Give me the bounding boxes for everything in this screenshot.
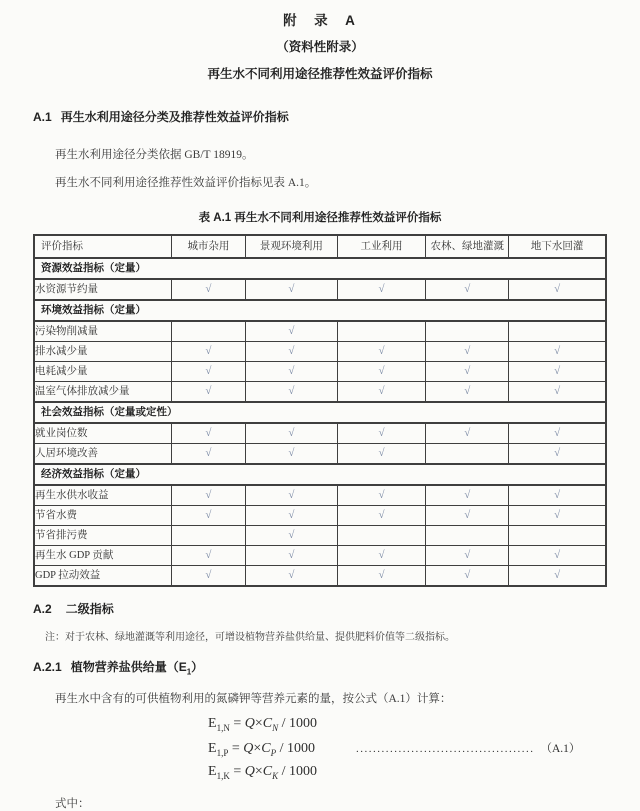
check-mark: √ — [337, 362, 426, 382]
benefit-table-body — [34, 258, 606, 586]
table-row — [34, 485, 606, 506]
note-paragraph: 注：对于农林、绿地灌溉等利用途径，可增设植物营养盐供给量、提供肥料价值等二级指标。 — [45, 632, 455, 643]
table-section-row — [34, 402, 606, 423]
check-mark: √ — [509, 382, 606, 403]
column-header-urban: 城市杂用 — [171, 235, 245, 258]
indicator-label: GDP 拉动效益 — [34, 566, 171, 587]
check-mark: √ — [246, 362, 338, 382]
check-mark: √ — [509, 444, 606, 465]
check-mark: √ — [426, 279, 509, 300]
check-mark: √ — [426, 506, 509, 526]
check-mark: √ — [246, 526, 338, 546]
check-mark: √ — [337, 423, 426, 444]
table-row — [34, 382, 606, 403]
check-mark: √ — [426, 382, 509, 403]
check-mark: √ — [246, 546, 338, 566]
table-section-row — [34, 464, 606, 485]
section-a21-heading — [33, 658, 640, 676]
check-mark: √ — [337, 506, 426, 526]
check-mark: √ — [426, 546, 509, 566]
paragraph-see-table: 再生水不同利用途径推荐性效益评价指标见表 A.1。 — [55, 177, 317, 189]
check-mark: √ — [426, 566, 509, 587]
section-a2-number: A.2 — [33, 602, 52, 616]
check-mark: √ — [426, 362, 509, 382]
empty-cell — [509, 321, 606, 342]
empty-cell — [509, 526, 606, 546]
check-mark: √ — [337, 382, 426, 403]
check-mark: √ — [337, 485, 426, 506]
check-mark: √ — [246, 321, 338, 342]
table-row — [34, 279, 606, 300]
formula-line — [208, 764, 640, 788]
formula-expression: $E_{1,K} = Q\times C_K / 1000$ — [208, 764, 317, 782]
check-mark: √ — [426, 342, 509, 362]
check-mark: √ — [246, 382, 338, 403]
check-mark: √ — [171, 444, 245, 465]
appendix-type: （资料性附录） — [276, 40, 364, 54]
formula-line — [208, 716, 640, 740]
section-a21-title: 植物营养盐供给量$(E_1)$ — [70, 660, 204, 677]
table-row — [34, 546, 606, 566]
table-row — [34, 342, 606, 362]
table-row — [34, 566, 606, 587]
paragraph-a21: 再生水中含有的可供植物利用的氮磷钾等营养元素的量，按公式（A.1）计算： — [55, 693, 452, 706]
empty-cell — [426, 526, 509, 546]
table-section-row — [34, 300, 606, 321]
check-mark: √ — [337, 546, 426, 566]
check-mark: √ — [509, 566, 606, 587]
column-header-indicator: 评价指标 — [34, 235, 171, 258]
empty-cell — [337, 526, 426, 546]
check-mark: √ — [171, 423, 245, 444]
check-mark: √ — [509, 485, 606, 506]
section-a1-number: A.1 — [33, 110, 52, 124]
dotted-leader: .......................................... — [356, 743, 535, 756]
indicator-label: 节省排污费 — [34, 526, 171, 546]
table-row — [34, 506, 606, 526]
formula-block — [208, 716, 640, 788]
formula-expression: $E_{1,P} = Q\times C_P / 1000$ — [208, 741, 315, 759]
column-header-landscape: 景观环境利用 — [246, 235, 338, 258]
table-row — [34, 423, 606, 444]
check-mark: √ — [246, 342, 338, 362]
section-a1-heading — [33, 108, 640, 125]
indicator-label: 温室气体排放减少量 — [34, 382, 171, 403]
check-mark: √ — [171, 382, 245, 403]
indicator-label: 人居环境改善 — [34, 444, 171, 465]
section-a2-title: 二级指标 — [65, 602, 114, 616]
check-mark: √ — [171, 506, 245, 526]
check-mark: √ — [246, 506, 338, 526]
section-row-label: 经济效益指标（定量） — [34, 464, 606, 485]
indicator-label: 就业岗位数 — [34, 423, 171, 444]
title-block — [0, 0, 640, 82]
table-header-row — [34, 235, 606, 258]
equation-number: （A.1） — [540, 743, 581, 756]
section-a21-number: A.2.1 — [33, 660, 62, 674]
check-mark: √ — [509, 342, 606, 362]
indicator-label: 排水减少量 — [34, 342, 171, 362]
check-mark: √ — [171, 546, 245, 566]
check-mark: √ — [171, 485, 245, 506]
column-header-industrial: 工业利用 — [337, 235, 426, 258]
formula-line — [208, 740, 640, 764]
empty-cell — [171, 321, 245, 342]
table-row — [34, 526, 606, 546]
check-mark: √ — [246, 279, 338, 300]
paragraph-basis: 再生水利用途径分类依据 GB/T 18919。 — [55, 149, 254, 161]
section-a1-title: 再生水利用途径分类及推荐性效益评价指标 — [60, 110, 289, 124]
indicator-label: 水资源节约量 — [34, 279, 171, 300]
check-mark: √ — [246, 423, 338, 444]
check-mark: √ — [171, 362, 245, 382]
check-mark: √ — [509, 279, 606, 300]
empty-cell — [426, 444, 509, 465]
section-row-label: 社会效益指标（定量或定性） — [34, 402, 606, 423]
column-header-groundwater: 地下水回灌 — [509, 235, 606, 258]
indicator-label: 污染物削减量 — [34, 321, 171, 342]
empty-cell — [337, 321, 426, 342]
indicator-label: 再生水 GDP 贡献 — [34, 546, 171, 566]
indicator-label: 节省水费 — [34, 506, 171, 526]
check-mark: √ — [171, 566, 245, 587]
check-mark: √ — [337, 342, 426, 362]
e1-subscript: 1 — [186, 667, 192, 677]
check-mark: √ — [171, 342, 245, 362]
document-title: 再生水不同利用途径推荐性效益评价指标 — [207, 67, 433, 81]
check-mark: √ — [426, 423, 509, 444]
check-mark: √ — [509, 546, 606, 566]
table-row — [34, 362, 606, 382]
empty-cell — [426, 321, 509, 342]
check-mark: √ — [337, 566, 426, 587]
check-mark: √ — [509, 506, 606, 526]
table-row — [34, 321, 606, 342]
indicator-label: 再生水供水收益 — [34, 485, 171, 506]
section-a2-heading — [33, 600, 640, 617]
column-header-irrigation: 农林、绿地灌溉 — [426, 235, 509, 258]
appendix-label: 附 录 A — [283, 13, 357, 28]
section-row-label: 资源效益指标（定量） — [34, 258, 606, 279]
section-row-label: 环境效益指标（定量） — [34, 300, 606, 321]
table-row — [34, 444, 606, 465]
check-mark: √ — [426, 485, 509, 506]
check-mark: √ — [246, 444, 338, 465]
check-mark: √ — [246, 566, 338, 587]
check-mark: √ — [171, 279, 245, 300]
check-mark: √ — [509, 423, 606, 444]
where-label: 式中： — [55, 798, 90, 811]
check-mark: √ — [509, 362, 606, 382]
check-mark: √ — [337, 279, 426, 300]
table-caption: 表 A.1 再生水不同利用途径推荐性效益评价指标 — [198, 212, 442, 224]
table-section-row — [34, 258, 606, 279]
check-mark: √ — [337, 444, 426, 465]
empty-cell — [171, 526, 245, 546]
check-mark: √ — [246, 485, 338, 506]
formula-expression: $E_{1,N} = Q\times C_N / 1000$ — [208, 716, 317, 734]
indicator-label: 电耗减少量 — [34, 362, 171, 382]
benefit-indicator-table — [33, 234, 607, 587]
